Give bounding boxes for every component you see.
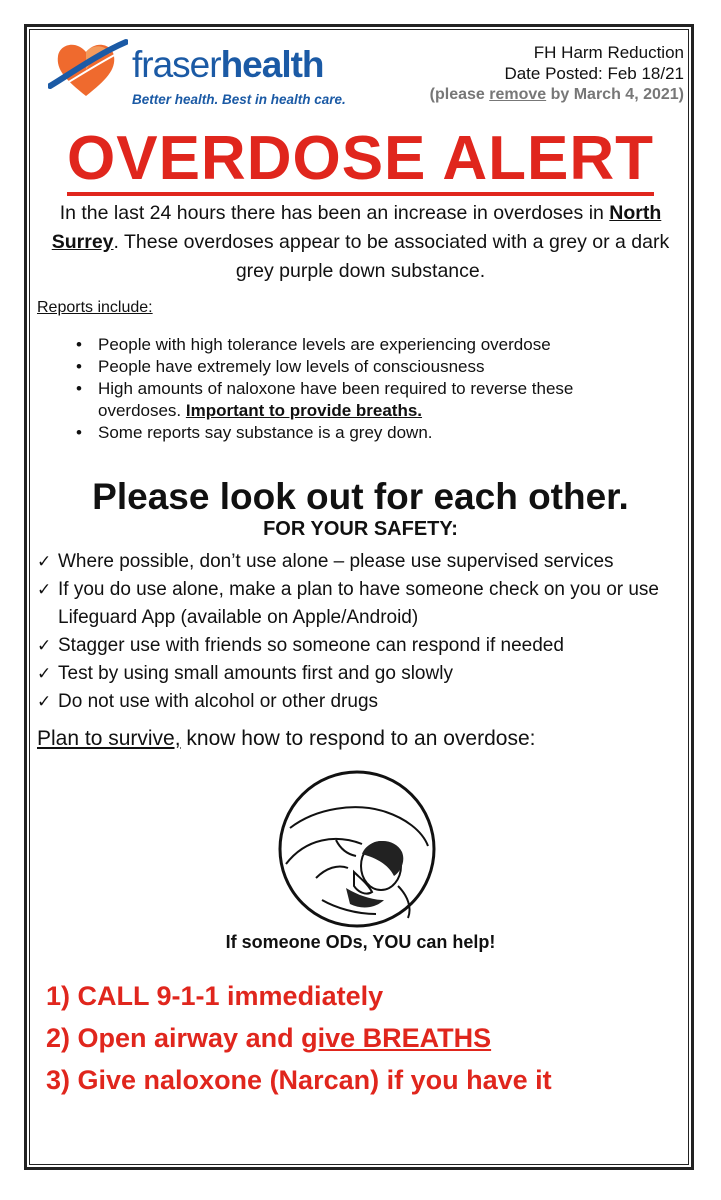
logo-word-b: health <box>220 44 324 85</box>
fraserhealth-logo <box>48 34 346 114</box>
heart-swoosh-icon <box>48 34 128 104</box>
safety-tips-list <box>37 548 687 716</box>
date-posted: Date Posted: Feb 18/21 <box>504 64 684 83</box>
list-item <box>76 422 656 444</box>
list-item <box>46 1017 552 1059</box>
intro-part1: In the last 24 hours there has been an increase in overdoses in <box>59 202 610 224</box>
help-heading: If someone ODs, YOU can help! <box>225 932 496 952</box>
plan-line <box>37 727 535 751</box>
important-breaths: Important to provide breaths. <box>185 401 423 420</box>
remove-note-b: by March 4, 2021) <box>546 86 684 103</box>
rescue-breathing-illustration <box>276 768 438 930</box>
logo-tagline: Better health. Best in health care. <box>132 92 346 107</box>
remove-note <box>430 84 684 105</box>
report-text: High amounts of naloxone have been required to reverse these overdoses. <box>98 379 574 420</box>
posting-info <box>430 42 684 105</box>
overdose-alert-title: OVERDOSE ALERT <box>67 128 654 196</box>
intro-location: North Surrey <box>51 202 662 253</box>
logo-wordmark <box>132 44 324 86</box>
tip-text: If you do use alone, make a plan to have someone check on you or use Lifeguard App (available on Apple/Android) <box>58 579 659 628</box>
list-item <box>37 688 687 716</box>
list-item <box>46 1059 552 1101</box>
list-item <box>37 660 687 688</box>
step-1-text: 1) CALL 9-1-1 immediately <box>46 981 384 1011</box>
org-name: FH Harm Reduction <box>533 43 684 62</box>
plan-underlined: Plan to survive, <box>37 727 181 750</box>
tip-text: Where possible, don’t use alone – please use supervised services <box>58 551 614 572</box>
reports-list <box>76 334 656 444</box>
step-3-text: 3) Give naloxone (Narcan) if you have it <box>46 1065 552 1095</box>
list-item <box>76 356 656 378</box>
remove-note-a: (please <box>429 86 490 103</box>
safety-heading: FOR YOUR SAFETY: <box>263 518 458 540</box>
list-item <box>76 378 656 422</box>
step-2-text: 2) Open airway and <box>46 1023 302 1053</box>
list-item <box>76 334 656 356</box>
logo-word-a: fraser <box>132 44 221 85</box>
lookout-heading: Please look out for each other. <box>92 476 629 517</box>
intro-part2: . These overdoses appear to be associated with a grey or a dark grey purple down substance. <box>113 231 670 282</box>
tip-text: Test by using small amounts first and go slowly <box>58 663 453 684</box>
remove-note-underlined: remove <box>489 86 547 103</box>
list-item <box>46 975 552 1017</box>
plan-rest: know how to respond to an overdose: <box>180 727 536 750</box>
list-item <box>37 548 687 576</box>
report-text: People have extremely low levels of consciousness <box>98 357 485 376</box>
response-steps <box>46 975 552 1101</box>
list-item <box>37 632 687 660</box>
reports-heading: Reports include: <box>37 299 153 316</box>
step-2-emphasis: give BREATHS <box>301 1023 492 1053</box>
title-wrap <box>0 124 721 196</box>
report-text: People with high tolerance levels are experiencing overdose <box>98 335 551 354</box>
tip-text: Stagger use with friends so someone can respond if needed <box>58 635 564 656</box>
intro-paragraph <box>40 199 681 286</box>
report-text: Some reports say substance is a grey down. <box>98 423 433 442</box>
tip-text: Do not use with alcohol or other drugs <box>58 691 379 712</box>
list-item <box>37 576 687 632</box>
